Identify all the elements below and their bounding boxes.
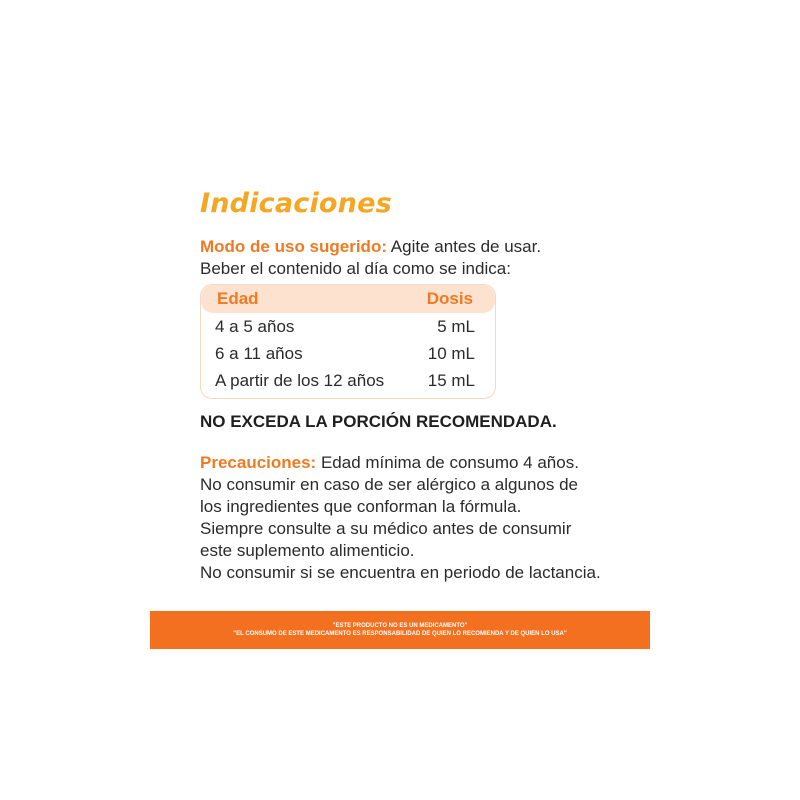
- precautions-line: No consumir en caso de ser alérgico a algunos de: [200, 475, 578, 494]
- precautions-text: Edad mínima de consumo 4 años.: [316, 453, 579, 472]
- warning-text: NO EXCEDA LA PORCIÓN RECOMENDADA.: [200, 412, 557, 431]
- precautions-line: Siempre consulte a su médico antes de consumir: [200, 519, 572, 538]
- dose-table-body: [201, 313, 495, 398]
- row-dose: 10 mL: [427, 343, 475, 363]
- disclaimer-line-1: "ESTE PRODUCTO NO ES UN MEDICAMENTO": [332, 623, 468, 629]
- disclaimer-banner: [150, 611, 650, 649]
- row-dose: 15 mL: [427, 370, 475, 390]
- table-row: [201, 367, 495, 394]
- dose-table-header: [201, 285, 495, 313]
- precautions-line: este suplemento alimenticio.: [200, 541, 415, 560]
- precautions-line-1: [200, 452, 640, 474]
- precautions-label: Precauciones:: [200, 453, 317, 472]
- section-title: Indicaciones: [200, 188, 392, 219]
- precautions-line: No consumir si se encuentra en periodo de lactancia.: [200, 563, 601, 582]
- table-row: [201, 313, 495, 340]
- usage-line-2: Beber el contenido al día como se indica:: [200, 259, 511, 278]
- table-row: [201, 340, 495, 367]
- dose-table: [200, 284, 496, 399]
- precautions-line: los ingredientes que conforman la fórmula.: [200, 497, 522, 516]
- row-dose: 5 mL: [437, 316, 475, 336]
- usage-text: Agite antes de usar.: [387, 237, 542, 256]
- row-age: A partir de los 12 años: [215, 370, 385, 390]
- indications-section: [200, 188, 640, 584]
- header-age: Edad: [217, 289, 259, 308]
- disclaimer-line-2: "EL CONSUMO DE ESTE MEDICAMENTO ES RESPONSABILIDAD DE QUIEN LO RECOMIENDA Y DE QUIEN LO USA": [233, 631, 567, 637]
- row-age: 4 a 5 años: [215, 316, 295, 336]
- row-age: 6 a 11 años: [215, 343, 303, 363]
- header-dose: Dosis: [426, 289, 473, 308]
- usage-label: Modo de uso sugerido:: [200, 237, 387, 256]
- usage-line-1: [200, 236, 640, 258]
